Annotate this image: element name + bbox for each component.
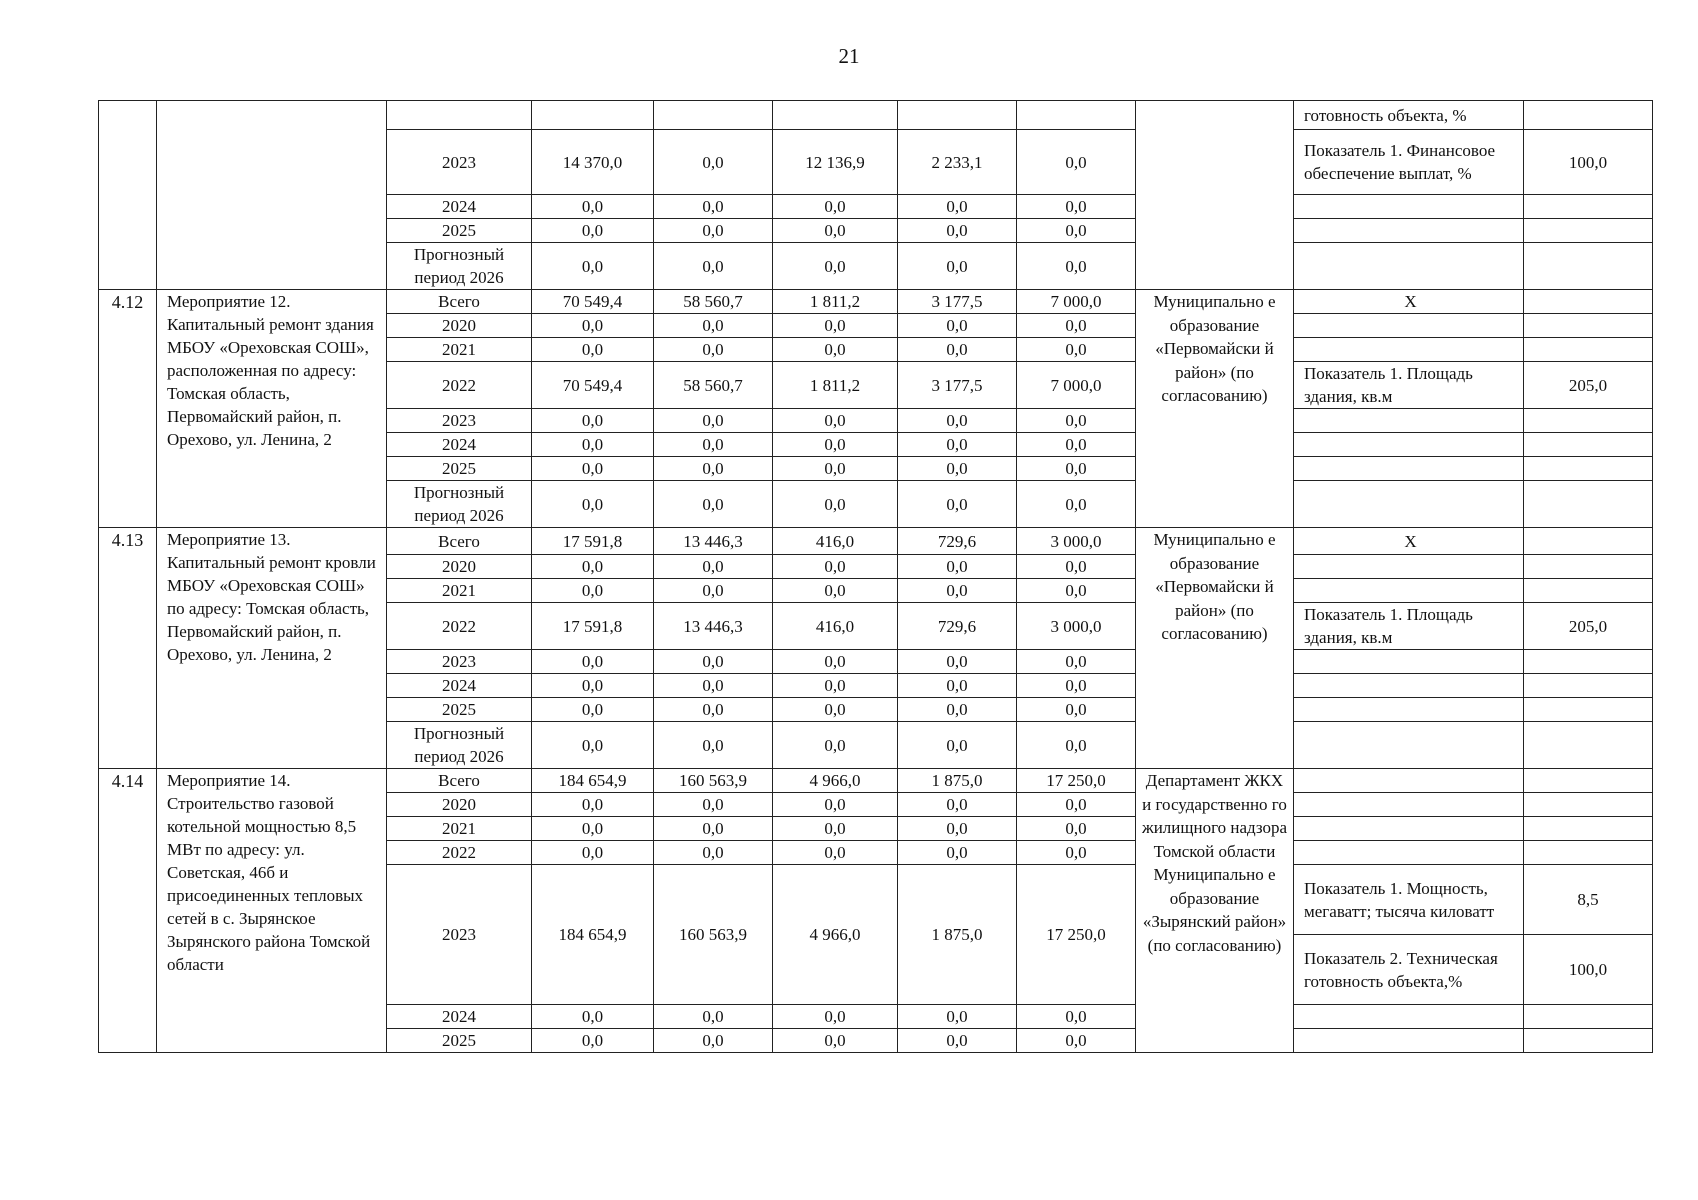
total-cell: 0,0 [532, 409, 654, 433]
year-cell: 2025 [387, 457, 532, 481]
local-cell: 0,0 [898, 457, 1017, 481]
total-cell: 0,0 [532, 481, 654, 528]
indicator-cell [1294, 457, 1524, 481]
indicator-value-cell [1524, 698, 1653, 722]
local-cell: 729,6 [898, 528, 1017, 555]
year-cell: 2024 [387, 1005, 532, 1029]
regional-cell: 0,0 [773, 793, 898, 817]
extrabudget-cell: 7 000,0 [1017, 362, 1136, 409]
indicator-cell [1294, 722, 1524, 769]
federal-cell: 0,0 [654, 243, 773, 290]
fed-cell [654, 101, 773, 130]
total-cell: 0,0 [532, 338, 654, 362]
regional-cell: 4 966,0 [773, 865, 898, 1005]
federal-cell: 0,0 [654, 793, 773, 817]
regional-cell: 0,0 [773, 674, 898, 698]
indicator-cell [1294, 793, 1524, 817]
year-cell: 2022 [387, 603, 532, 650]
federal-cell: 0,0 [654, 219, 773, 243]
federal-cell: 0,0 [654, 338, 773, 362]
federal-cell: 0,0 [654, 481, 773, 528]
local-cell: 729,6 [898, 603, 1017, 650]
indicator-value-cell [1524, 528, 1653, 555]
measure-name-cell: Мероприятие 12. Капитальный ремонт здания МБОУ «Ореховская СОШ», расположенная по адресу: Томская область, Первомайский район, п. Орехово, ул. Ленина, 2 [157, 290, 387, 528]
extrabudget-cell: 0,0 [1017, 457, 1136, 481]
federal-cell: 0,0 [654, 314, 773, 338]
year-cell: 2022 [387, 841, 532, 865]
local-cell: 0,0 [898, 793, 1017, 817]
federal-cell: 13 446,3 [654, 528, 773, 555]
federal-cell: 0,0 [654, 817, 773, 841]
indicator-cell: Показатель 1. Площадь здания, кв.м [1294, 362, 1524, 409]
year-cell: 2023 [387, 650, 532, 674]
year-cell: Всего [387, 528, 532, 555]
extrabudget-cell: 0,0 [1017, 219, 1136, 243]
total-cell: 0,0 [532, 579, 654, 603]
measure-name-cell: Мероприятие 13. Капитальный ремонт кровли МБОУ «Ореховская СОШ» по адресу: Томская область, Первомайский район, п. Орехово, ул. Ленина, 2 [157, 528, 387, 769]
total-cell: 17 591,8 [532, 528, 654, 555]
regional-cell: 0,0 [773, 579, 898, 603]
indicator-value-cell [1524, 1029, 1653, 1053]
total-cell: 184 654,9 [532, 865, 654, 1005]
indicator-cell: готовность объекта, % [1294, 101, 1524, 130]
regional-cell: 0,0 [773, 219, 898, 243]
extrabudget-cell: 0,0 [1017, 338, 1136, 362]
indicator-cell [1294, 817, 1524, 841]
total-cell: 0,0 [532, 650, 654, 674]
local-cell: 0,0 [898, 314, 1017, 338]
year-cell: Прогнозный период 2026 [387, 722, 532, 769]
regional-cell: 0,0 [773, 457, 898, 481]
year-cell: 2020 [387, 555, 532, 579]
regional-cell: 4 966,0 [773, 769, 898, 793]
regional-cell: 0,0 [773, 195, 898, 219]
federal-cell: 160 563,9 [654, 865, 773, 1005]
year-cell: Прогнозный период 2026 [387, 243, 532, 290]
total-cell: 14 370,0 [532, 130, 654, 195]
total-cell: 0,0 [532, 433, 654, 457]
federal-cell: 0,0 [654, 698, 773, 722]
measure-number-cell: 4.13 [99, 528, 157, 769]
extrabudget-cell: 0,0 [1017, 243, 1136, 290]
year-cell: Прогнозный период 2026 [387, 481, 532, 528]
year-cell: 2021 [387, 579, 532, 603]
measure-number-cell: 4.14 [99, 769, 157, 1053]
extrabudget-cell: 0,0 [1017, 817, 1136, 841]
regional-cell: 416,0 [773, 528, 898, 555]
local-cell: 0,0 [898, 1005, 1017, 1029]
regional-cell: 0,0 [773, 314, 898, 338]
extrabudget-cell: 0,0 [1017, 195, 1136, 219]
year-cell: 2024 [387, 433, 532, 457]
extrabudget-cell: 0,0 [1017, 841, 1136, 865]
indicator-cell [1294, 433, 1524, 457]
measure-number-cell: 4.12 [99, 290, 157, 528]
regional-cell: 416,0 [773, 603, 898, 650]
year-cell: 2021 [387, 338, 532, 362]
indicator-value-cell [1524, 195, 1653, 219]
year-cell: 2022 [387, 362, 532, 409]
local-cell: 0,0 [898, 243, 1017, 290]
federal-cell: 0,0 [654, 457, 773, 481]
local-cell: 1 875,0 [898, 865, 1017, 1005]
executor-cell: Муниципально е образование «Первомайски й район» (по согласованию) [1136, 290, 1294, 528]
year-cell: 2025 [387, 698, 532, 722]
extrabudget-cell: 17 250,0 [1017, 769, 1136, 793]
extrabudget-cell: 0,0 [1017, 555, 1136, 579]
local-cell: 1 875,0 [898, 769, 1017, 793]
indicator-value-cell [1524, 769, 1653, 793]
total-cell: 0,0 [532, 793, 654, 817]
measure-name-cell: Мероприятие 14. Строительство газовой котельной мощностью 8,5 МВт по адресу: ул. Советская, 46б и присоединенных тепловых сетей в с. Зырянское Зырянского района Томской области [157, 769, 387, 1053]
local-cell: 0,0 [898, 817, 1017, 841]
regional-cell: 0,0 [773, 841, 898, 865]
federal-cell: 0,0 [654, 1005, 773, 1029]
local-cell: 0,0 [898, 481, 1017, 528]
local-cell: 0,0 [898, 555, 1017, 579]
federal-cell: 0,0 [654, 195, 773, 219]
total-cell: 0,0 [532, 314, 654, 338]
indicator-value-cell [1524, 579, 1653, 603]
indicator-cell [1294, 243, 1524, 290]
table-row [99, 290, 1653, 314]
extrabudget-cell: 0,0 [1017, 314, 1136, 338]
indicator-value-cell [1524, 433, 1653, 457]
indicator-value-cell: 100,0 [1524, 935, 1653, 1005]
local-cell: 0,0 [898, 722, 1017, 769]
indicator-cell [1294, 338, 1524, 362]
executor-cell [1136, 101, 1294, 290]
regional-cell: 0,0 [773, 555, 898, 579]
local-cell: 0,0 [898, 195, 1017, 219]
federal-cell: 0,0 [654, 1029, 773, 1053]
local-cell: 0,0 [898, 579, 1017, 603]
federal-cell: 0,0 [654, 674, 773, 698]
extrabudget-cell: 0,0 [1017, 1029, 1136, 1053]
indicator-value-cell: 205,0 [1524, 362, 1653, 409]
total-cell: 0,0 [532, 1029, 654, 1053]
indicator-cell: Показатель 2. Техническая готовность объекта,% [1294, 935, 1524, 1005]
year-cell: 2024 [387, 195, 532, 219]
local-cell: 0,0 [898, 1029, 1017, 1053]
regional-cell: 0,0 [773, 817, 898, 841]
program-measures-table [98, 100, 1653, 1053]
local-cell: 0,0 [898, 219, 1017, 243]
indicator-cell [1294, 841, 1524, 865]
regional-cell: 0,0 [773, 481, 898, 528]
total-cell: 17 591,8 [532, 603, 654, 650]
indicator-value-cell [1524, 481, 1653, 528]
regional-cell: 0,0 [773, 698, 898, 722]
indicator-value-cell [1524, 314, 1653, 338]
regional-cell: 0,0 [773, 1005, 898, 1029]
year-cell: 2023 [387, 130, 532, 195]
federal-cell: 0,0 [654, 579, 773, 603]
extrabudget-cell: 0,0 [1017, 433, 1136, 457]
indicator-cell: Х [1294, 528, 1524, 555]
indicator-cell: Показатель 1. Площадь здания, кв.м [1294, 603, 1524, 650]
total-cell: 0,0 [532, 555, 654, 579]
indicator-value-cell [1524, 555, 1653, 579]
indicator-value-cell [1524, 243, 1653, 290]
year-cell: 2024 [387, 674, 532, 698]
indicator-value-cell [1524, 219, 1653, 243]
regional-cell: 0,0 [773, 1029, 898, 1053]
indicator-value-cell [1524, 674, 1653, 698]
indicator-value-cell [1524, 722, 1653, 769]
total-cell: 0,0 [532, 195, 654, 219]
indicator-value-cell: 205,0 [1524, 603, 1653, 650]
local-cell: 0,0 [898, 650, 1017, 674]
total-cell: 184 654,9 [532, 769, 654, 793]
year-cell: 2023 [387, 865, 532, 1005]
indicator-cell [1294, 579, 1524, 603]
year-cell: 2025 [387, 1029, 532, 1053]
regional-cell: 1 811,2 [773, 362, 898, 409]
executor-cell: Департамент ЖКХ и государственно го жилищного надзора Томской области Муниципально е образование «Зырянский район» (по согласованию) [1136, 769, 1294, 1053]
extrabudget-cell: 0,0 [1017, 409, 1136, 433]
federal-cell: 0,0 [654, 555, 773, 579]
indicator-value-cell [1524, 457, 1653, 481]
total-cell: 0,0 [532, 841, 654, 865]
regional-cell: 0,0 [773, 409, 898, 433]
indicator-cell [1294, 555, 1524, 579]
indicator-cell [1294, 219, 1524, 243]
indicator-value-cell [1524, 290, 1653, 314]
indicator-cell [1294, 195, 1524, 219]
total-cell: 0,0 [532, 674, 654, 698]
indicator-cell [1294, 650, 1524, 674]
extrabudget-cell: 0,0 [1017, 698, 1136, 722]
regional-cell: 0,0 [773, 338, 898, 362]
year-cell: 2021 [387, 817, 532, 841]
federal-cell: 0,0 [654, 650, 773, 674]
local-cell: 0,0 [898, 409, 1017, 433]
indicator-value-cell: 100,0 [1524, 130, 1653, 195]
indicator-cell: Показатель 1. Финансовое обеспечение выплат, % [1294, 130, 1524, 195]
year-cell: 2020 [387, 314, 532, 338]
extrabudget-cell: 0,0 [1017, 130, 1136, 195]
total-cell [532, 101, 654, 130]
regional-cell: 12 136,9 [773, 130, 898, 195]
indicator-value-cell [1524, 793, 1653, 817]
total-cell: 0,0 [532, 219, 654, 243]
indicator-cell [1294, 409, 1524, 433]
regional-cell: 0,0 [773, 243, 898, 290]
indicator-cell [1294, 769, 1524, 793]
indicator-cell [1294, 1005, 1524, 1029]
local-cell: 2 233,1 [898, 130, 1017, 195]
federal-cell: 0,0 [654, 722, 773, 769]
year-cell: 2025 [387, 219, 532, 243]
federal-cell: 0,0 [654, 130, 773, 195]
indicator-value-cell [1524, 841, 1653, 865]
indicator-value-cell [1524, 817, 1653, 841]
indicator-value-cell [1524, 101, 1653, 130]
extrabudget-cell: 3 000,0 [1017, 528, 1136, 555]
federal-cell: 58 560,7 [654, 290, 773, 314]
indicator-cell: Показатель 1. Мощность, мегаватт; тысяча киловатт [1294, 865, 1524, 935]
extrabudget-cell: 0,0 [1017, 793, 1136, 817]
extrabudget-cell: 3 000,0 [1017, 603, 1136, 650]
total-cell: 70 549,4 [532, 290, 654, 314]
indicator-value-cell [1524, 650, 1653, 674]
total-cell: 0,0 [532, 698, 654, 722]
total-cell: 0,0 [532, 817, 654, 841]
federal-cell: 0,0 [654, 409, 773, 433]
regional-cell: 1 811,2 [773, 290, 898, 314]
regional-cell: 0,0 [773, 722, 898, 769]
table-row [99, 769, 1653, 793]
extrabudget-cell: 0,0 [1017, 481, 1136, 528]
total-cell: 0,0 [532, 1005, 654, 1029]
measure-name-cell [157, 101, 387, 290]
indicator-cell [1294, 698, 1524, 722]
extrabudget-cell: 7 000,0 [1017, 290, 1136, 314]
local-cell: 3 177,5 [898, 290, 1017, 314]
extrabudget-cell: 0,0 [1017, 579, 1136, 603]
year-cell: 2020 [387, 793, 532, 817]
indicator-cell [1294, 314, 1524, 338]
extrabudget-cell: 0,0 [1017, 1005, 1136, 1029]
indicator-value-cell: 8,5 [1524, 865, 1653, 935]
total-cell: 70 549,4 [532, 362, 654, 409]
year-cell [387, 101, 532, 130]
local-cell: 0,0 [898, 433, 1017, 457]
indicator-value-cell [1524, 1005, 1653, 1029]
local-cell: 3 177,5 [898, 362, 1017, 409]
indicator-cell: Х [1294, 290, 1524, 314]
table-row [99, 101, 1653, 130]
indicator-cell [1294, 481, 1524, 528]
year-cell: Всего [387, 769, 532, 793]
indicator-cell [1294, 1029, 1524, 1053]
measure-number-cell [99, 101, 157, 290]
federal-cell: 0,0 [654, 433, 773, 457]
loc-cell [898, 101, 1017, 130]
total-cell: 0,0 [532, 243, 654, 290]
page-number: 21 [838, 44, 860, 68]
year-cell: Всего [387, 290, 532, 314]
federal-cell: 0,0 [654, 841, 773, 865]
federal-cell: 160 563,9 [654, 769, 773, 793]
total-cell: 0,0 [532, 457, 654, 481]
indicator-cell [1294, 674, 1524, 698]
executor-cell: Муниципально е образование «Первомайски й район» (по согласованию) [1136, 528, 1294, 769]
regional-cell: 0,0 [773, 433, 898, 457]
indicator-value-cell [1524, 338, 1653, 362]
federal-cell: 13 446,3 [654, 603, 773, 650]
extrabudget-cell: 0,0 [1017, 674, 1136, 698]
total-cell: 0,0 [532, 722, 654, 769]
extrabudget-cell: 0,0 [1017, 722, 1136, 769]
extrabudget-cell: 0,0 [1017, 650, 1136, 674]
local-cell: 0,0 [898, 674, 1017, 698]
extrabudget-cell: 17 250,0 [1017, 865, 1136, 1005]
table-row [99, 528, 1653, 555]
local-cell: 0,0 [898, 338, 1017, 362]
local-cell: 0,0 [898, 698, 1017, 722]
regional-cell: 0,0 [773, 650, 898, 674]
local-cell: 0,0 [898, 841, 1017, 865]
reg-cell [773, 101, 898, 130]
indicator-value-cell [1524, 409, 1653, 433]
ext-cell [1017, 101, 1136, 130]
federal-cell: 58 560,7 [654, 362, 773, 409]
year-cell: 2023 [387, 409, 532, 433]
